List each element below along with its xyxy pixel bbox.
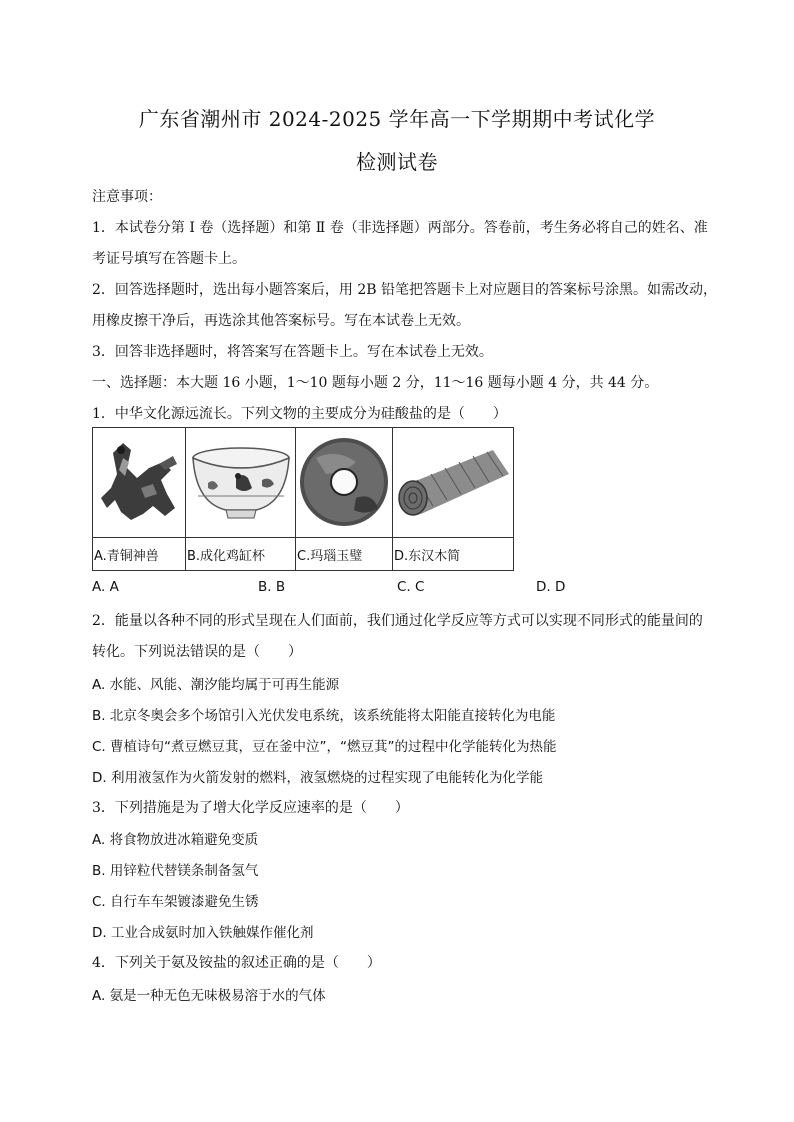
- question-2-stem-b: 转化。下列说法错误的是（ ）: [92, 644, 302, 660]
- question-3-option-a: A. 将食物放进冰箱避免变质: [92, 832, 259, 848]
- artifact-cell-c: [296, 428, 393, 538]
- bronze-beast-image: [93, 428, 185, 537]
- wooden-slips-image: [393, 428, 513, 537]
- question-1-option-d: D. D: [536, 579, 566, 595]
- note-item-2b: 用橡皮擦干净后，再选涂其他答案标号。写在本试卷上无效。: [92, 313, 470, 329]
- artifact-caption-d: D.东汉木简: [393, 538, 514, 571]
- question-2-option-a: A. 水能、风能、潮汐能均属于可再生能源: [92, 677, 340, 693]
- question-3-option-b: B. 用锌粒代替镁条制备氢气: [92, 863, 259, 879]
- note-item-1b: 考证号填写在答题卡上。: [92, 251, 246, 267]
- question-1-option-a: A. A: [92, 579, 119, 595]
- question-4-option-a: A. 氨是一种无色无味极易溶于水的气体: [92, 988, 326, 1004]
- exam-title-line2: 检测试卷: [356, 150, 438, 174]
- question-1-option-b: B. B: [258, 579, 286, 595]
- question-4-stem: 4．下列关于氨及铵盐的叙述正确的是（ ）: [92, 955, 381, 971]
- agate-disc-image: [296, 428, 392, 537]
- question-3-option-d: D. 工业合成氨时加入铁触媒作催化剂: [92, 925, 314, 941]
- artifact-cell-d: [393, 428, 514, 538]
- porcelain-cup-image: [186, 428, 295, 537]
- artifact-caption-b: B.成化鸡缸杯: [186, 538, 296, 571]
- question-1-option-c: C. C: [397, 579, 425, 595]
- question-3-stem: 3．下列措施是为了增大化学反应速率的是（ ）: [92, 800, 409, 816]
- artifact-cell-a: [93, 428, 186, 538]
- note-item-1a: 1．本试卷分第 Ⅰ 卷（选择题）和第 Ⅱ 卷（非选择题）两部分。答卷前，考生务必将自己的姓名、准: [92, 220, 708, 236]
- question-3-option-c: C. 自行车车架镀漆避免生锈: [92, 894, 259, 910]
- artifact-caption-a: A.青铜神兽: [93, 538, 186, 571]
- note-item-2a: 2．回答选择题时，选出每小题答案后，用 2B 铅笔把答题卡上对应题目的答案标号涂黑。如需改动，: [92, 282, 718, 298]
- question-2-option-d: D. 利用液氢作为火箭发射的燃料，液氢燃烧的过程实现了电能转化为化学能: [92, 770, 543, 786]
- artifact-table: [92, 427, 514, 571]
- question-2-option-c: C. 曹植诗句“煮豆燃豆萁，豆在釜中泣”，“燃豆萁”的过程中化学能转化为热能: [92, 739, 557, 755]
- artifact-cell-b: [186, 428, 296, 538]
- note-item-3: 3．回答非选择题时，将答案写在答题卡上。写在本试卷上无效。: [92, 344, 493, 360]
- artifact-caption-c: C.玛瑙玉璧: [296, 538, 393, 571]
- notes-heading: 注意事项：: [92, 189, 162, 205]
- question-2-option-b: B. 北京冬奥会多个场馆引入光伏发电系统，该系统能将太阳能直接转化为电能: [92, 708, 556, 724]
- exam-title-line1: 广东省潮州市 2024-2025 学年高一下学期期中考试化学: [138, 107, 656, 131]
- section-heading: 一、选择题：本大题 16 小题，1～10 题每小题 2 分，11～16 题每小题 4 分，共 44 分。: [92, 375, 659, 391]
- question-1-stem: 1．中华文化源远流长。下列文物的主要成分为硅酸盐的是（ ）: [92, 406, 507, 422]
- question-2-stem-a: 2．能量以各种不同的形式呈现在人们面前，我们通过化学反应等方式可以实现不同形式的能量间的: [92, 613, 703, 629]
